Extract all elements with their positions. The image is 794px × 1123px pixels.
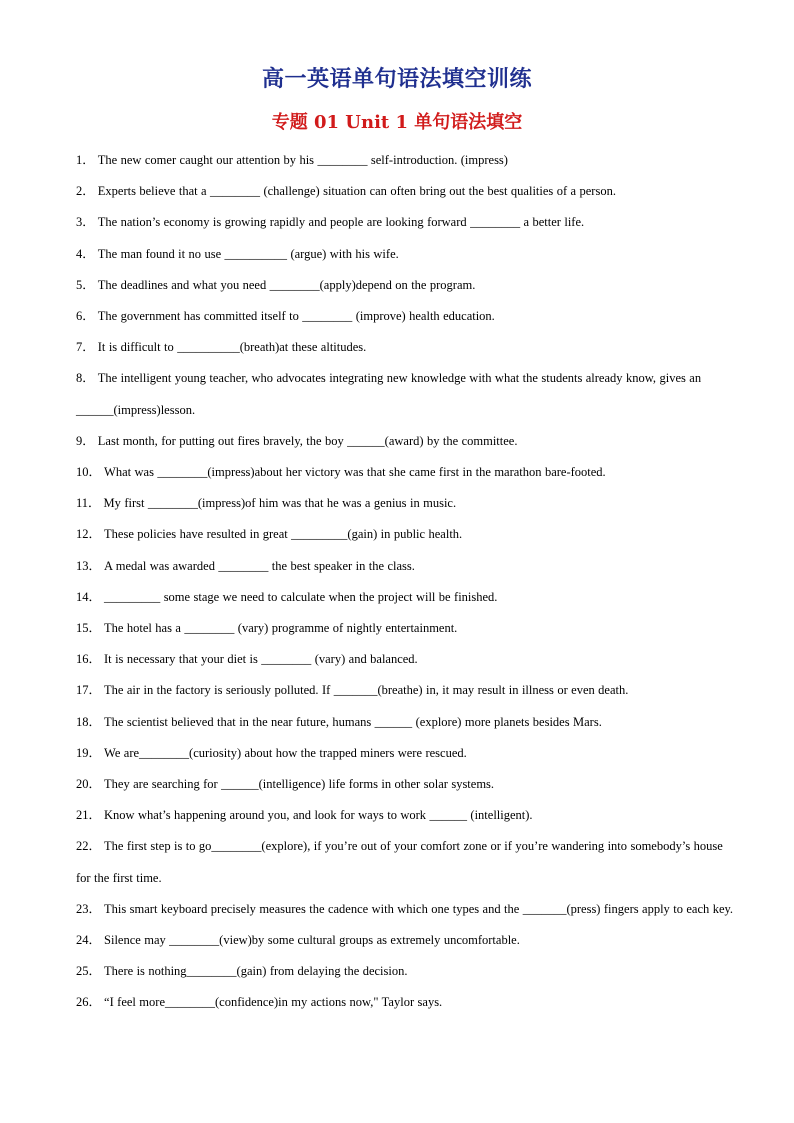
question-number: 25． — [76, 964, 102, 979]
question-number: 22． — [76, 839, 102, 854]
question-text: The hotel has a ________ (vary) programme of nightly entertainment. — [104, 621, 458, 636]
page-title: 高一英语单句语法填空训练 — [261, 67, 532, 92]
question-number: 18． — [76, 714, 102, 729]
question-number: 24． — [76, 933, 102, 948]
question-text: The first step is to go________(explore), if you’re out of your comfort zone or if you’re wandering into somebody’s house for the first time. — [76, 839, 723, 885]
question-item — [76, 270, 736, 301]
question-item — [76, 894, 736, 925]
question-number: 23． — [76, 901, 102, 916]
question-number: 1． — [76, 153, 95, 167]
question-number: 21． — [76, 808, 102, 823]
question-item — [76, 176, 736, 207]
question-text: The air in the factory is seriously polluted. If _______(breathe) in, it may result in illness or even death. — [104, 683, 629, 698]
question-item — [76, 675, 736, 706]
question-item — [76, 769, 736, 800]
question-item — [76, 426, 736, 457]
question-item — [76, 987, 736, 1018]
question-text: The intelligent young teacher, who advocates integrating new knowledge with what the students already know, gives an ______(impress)lesson. — [76, 371, 702, 417]
question-text: The new comer caught our attention by his ________ self-introduction. (impress) — [97, 153, 508, 167]
question-text: Experts believe that a ________ (challenge) situation can often bring out the best qualities of a person. — [97, 184, 616, 199]
question-item — [76, 956, 736, 987]
question-text: This smart keyboard precisely measures the cadence with which one types and the _______(press) fingers apply to each key. — [104, 901, 734, 916]
page-subtitle: 专题 01 Unit 1 单句语法填空 — [271, 112, 523, 133]
question-item — [76, 644, 736, 675]
question-text: Silence may ________(view)by some cultural groups as extremely uncomfortable. — [104, 933, 520, 948]
question-text: The nation’s economy is growing rapidly and people are looking forward ________ a better life. — [97, 215, 585, 230]
question-number: 12． — [76, 527, 102, 542]
question-item — [76, 831, 736, 893]
question-number: 19． — [76, 745, 102, 760]
question-item — [76, 145, 736, 176]
question-number: 16． — [76, 652, 102, 667]
question-text: The deadlines and what you need ________(apply)depend on the program. — [97, 277, 476, 292]
question-number: 9． — [76, 433, 95, 448]
question-item — [76, 301, 736, 332]
question-item — [76, 488, 736, 519]
question-text: My first ________(impress)of him was that he was a genius in music. — [103, 496, 457, 511]
question-number: 2． — [76, 184, 95, 199]
question-number: 15． — [76, 621, 102, 636]
question-text: Know what’s happening around you, and look for ways to work ______ (intelligent). — [104, 808, 533, 823]
question-item — [76, 925, 736, 956]
question-number: 20． — [76, 777, 102, 792]
question-number: 6． — [76, 309, 95, 324]
question-number: 5． — [76, 277, 95, 292]
question-text: These policies have resulted in great _________(gain) in public health. — [104, 527, 463, 542]
question-text: The man found it no use __________ (argue) with his wife. — [97, 246, 399, 261]
question-item — [76, 239, 736, 270]
question-text: Last month, for putting out fires bravely, the boy ______(award) by the committee. — [97, 433, 518, 448]
question-item — [76, 207, 736, 238]
question-text: The government has committed itself to ________ (improve) health education. — [97, 309, 495, 324]
question-number: 11． — [76, 496, 101, 511]
question-number: 13． — [76, 558, 102, 573]
question-item — [76, 519, 736, 550]
question-number: 7． — [76, 340, 95, 355]
question-text: We are________(curiosity) about how the trapped miners were rescued. — [104, 745, 467, 760]
question-list — [76, 145, 736, 1019]
question-item — [76, 332, 736, 363]
question-number: 8． — [76, 371, 95, 386]
question-item — [76, 551, 736, 582]
question-number: 17． — [76, 683, 102, 698]
question-text: A medal was awarded ________ the best speaker in the class. — [104, 558, 415, 573]
question-number: 3． — [76, 215, 95, 230]
question-text: What was ________(impress)about her victory was that she came first in the marathon bare-footed. — [104, 465, 606, 480]
question-text: _________ some stage we need to calculate when the project will be finished. — [104, 589, 498, 604]
question-text: It is difficult to __________(breath)at these altitudes. — [97, 340, 367, 355]
question-item — [76, 800, 736, 831]
question-item — [76, 613, 736, 644]
question-number: 14． — [76, 589, 102, 604]
question-number: 4． — [76, 246, 95, 261]
question-number: 26． — [76, 995, 102, 1010]
question-text: The scientist believed that in the near future, humans ______ (explore) more planets besides Mars. — [104, 714, 602, 729]
question-item — [76, 363, 736, 425]
question-text: They are searching for ______(intelligence) life forms in other solar systems. — [104, 777, 495, 792]
question-item — [76, 738, 736, 769]
question-text: There is nothing________(gain) from delaying the decision. — [104, 964, 408, 979]
question-item — [76, 707, 736, 738]
question-number: 10． — [76, 465, 102, 480]
question-item — [76, 582, 736, 613]
question-text: It is necessary that your diet is ________ (vary) and balanced. — [104, 652, 418, 667]
question-item — [76, 457, 736, 488]
question-text: “I feel more________(confidence)in my actions now," Taylor says. — [104, 995, 443, 1010]
